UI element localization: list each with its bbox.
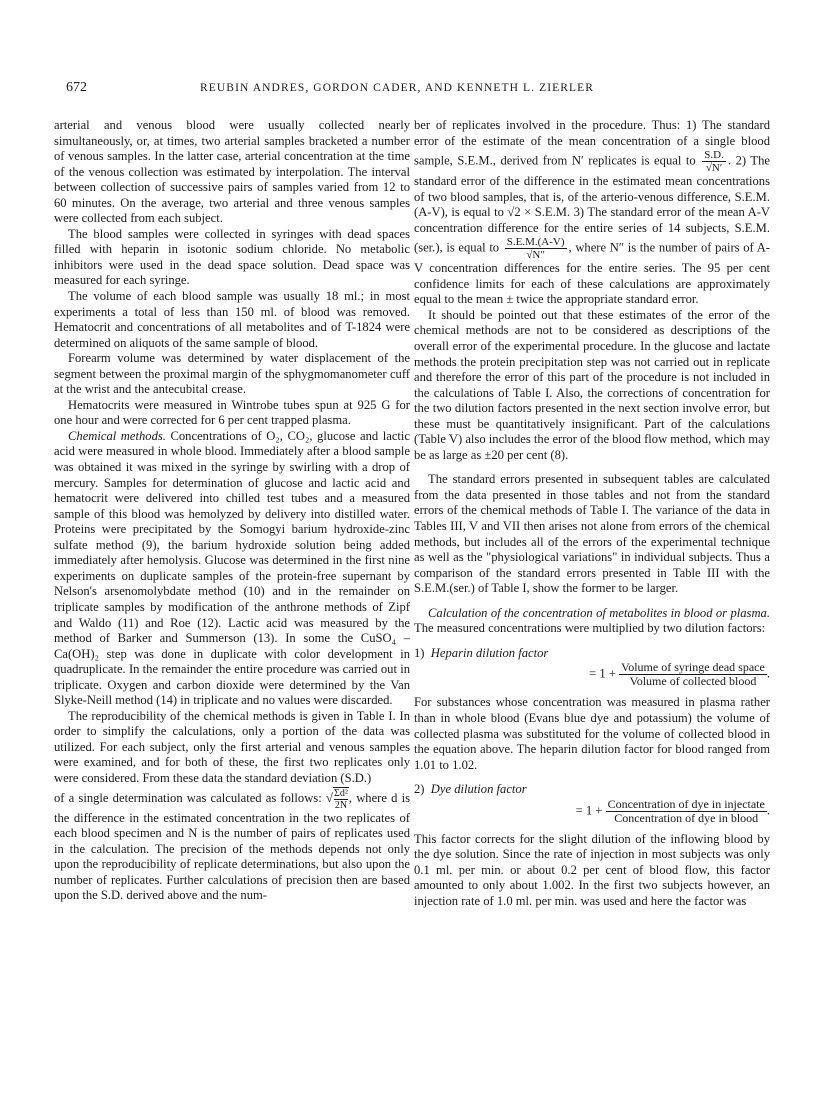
paragraph	[414, 118, 770, 308]
equation-heparin: = 1 + $\frac{\text{Volume of syringe dead space}}{\text{Volume of collected blood}}$ .	[589, 660, 770, 689]
paragraph-text: ber of replicates involved in the procedure. Thus: 1) The standard error of the estimate of the mean concentration of a single blood sample, S.E.M., derived from N′ replicates is equal to	[414, 118, 770, 168]
section-heading: Chemical methods.	[68, 428, 166, 443]
paragraph: It should be pointed out that these estimates of the error of the chemical methods are not to be considered as descriptions of the overall error of the experimental procedure. In the glucose and lactate methods the protein precipitation step was not carried out in replicate and therefore the error of this part of the procedure is not included in the calculations of Table I. Also, the corrections of concentration for the two dilution factors presented in the next section involve error, but these must be quantitatively insignificant. Part of the calculations (Table V) also includes the error of the blood flow method, which may be as large as ±20 per cent (8).	[414, 307, 770, 462]
paragraph-text: of a single determination was calculated as follows:	[54, 790, 322, 805]
page-number: 672	[66, 80, 87, 95]
paragraph: of a single determination was calculated as follows: √ $\frac{\text{Σd²}}{2N}$ , where d is the difference in the estimated concentration in the two replicates of each blood specimen and N is the number of pairs of replicates used in the calculation. The precision of the methods depends not only upon the reproducibility of replicate determinations, but also upon the number of replicates. Further calculations of precision then are based upon the S.D. derived above and the num-	[54, 787, 411, 903]
sem-series-formula: $\frac{S.E.M.(A-V)}{√N''}$	[506, 236, 565, 262]
equation-dye: = 1 + $\frac{\text{Concentration of dye in injectate}}{\text{Concentration of dye in blood}}$ .	[575, 796, 770, 825]
paragraph: The reproducibility of the chemical methods is given in Table I. In order to simplify the calculations, only a portion of the data was utilized. For each subject, only the first arterial and venous samples were examined, and for both of these, the first two replicates only were considered. From these data the standard deviation (S.D.)	[54, 708, 410, 785]
paragraph	[414, 606, 770, 637]
paragraph-text: The measured concentrations were multiplied by two dilution factors:	[414, 621, 766, 636]
left-column	[54, 118, 410, 904]
subheading-dye: 2) Dye dilution factor	[414, 782, 527, 797]
paragraph-text: Concentrations of O₂, CO₂, glucose and lactic acid were measured in whole blood. Immediately after a blood sample was obtained it was mixed in the syringe by swirling with a drop of mercury. Samples for determination of glucose and lactic acid and hematocrit were delivered into chilled test tubes and a measured sample of this blood was hemolyzed by delivery into distilled water. Proteins were precipitated by the Somogyi barium hydroxide-zinc sulfate method (9), the barium hydroxide solution being added immediately after hemolysis. Glucose was determined in the first nine experiments on duplicate samples of the protein-free supernant by Nelson's arsenomolybdate method (10) and in the remainder on triplicate samples by modification of the anthrone methods of Zipf and Waldo (11) and Roe (12). Lactic acid was measured by the method of Barker and Summerson (13). In some the CuSO₄ – Ca(OH)₂ step was done in duplicate with color development in quadruplicate. In the remainder the entire procedure was carried out in triplicate. Oxygen and carbon dioxide were determined by the Van Slyke-Neill method (14) in triplicate and no values were discarded.	[54, 428, 411, 708]
paragraph: The standard errors presented in subsequent tables are calculated from the data presented in those tables and not from the standard errors of the chemical methods of Table I. The variance of the data in Tables III, V and VII then arises not alone from errors of the chemical methods, but includes all of the errors of the experimental technique as well as the "physiological variations" in individual subjects. Thus a comparison of the standard errors presented in Table III with the S.E.M.(ser.) of Table I, show the former to be larger.	[414, 472, 770, 596]
paragraph-text: where d is the difference in the estimated concentration in the two replicates of each blood specimen and N is the number of pairs of replicates used in the calculation. The precision of the methods depends not only upon the reproducibility of replicate determinations, but also upon the number of replicates. Further calculations of precision then are based upon the S.D. derived above and the num-	[54, 790, 411, 903]
running-head: REUBIN ANDRES, GORDON CADER, AND KENNETH L. ZIERLER	[200, 82, 595, 94]
paragraph-text: , where N″ is the number of pairs of A-V concentration differences for the entire series. The 95 per cent confidence limits for each of these calculations are approximately equal to the mean ± twice the appropriate standard error.	[414, 240, 770, 307]
section-heading: Calculation of the concentration of metabolites in blood or plasma.	[428, 605, 770, 620]
paragraph: Forearm volume was determined by water displacement of the segment between the proximal margin of the sphygmomanometer cuff at the wrist and the antecubital crease.	[54, 351, 410, 397]
paragraph	[54, 429, 410, 709]
sd-formula: $\frac{\text{Σd²}}{2N}$	[334, 787, 348, 811]
subheading-heparin: 1) Heparin dilution factor	[414, 645, 549, 660]
page-header	[66, 80, 766, 102]
paragraph: arterial and venous blood were usually collected nearly simultaneously, or, at times, two arterial samples bracketed a number of venous samples. In the latter case, arterial concentration at the time of the venous collection was estimated by interpolation. The interval between collection of successive pairs of samples varied from 12 to 60 minutes. On the average, two arterial and three venous samples were collected from each subject.	[54, 118, 410, 226]
paragraph: Hematocrits were measured in Wintrobe tubes spun at 925 G for one hour and were corrected for 6 per cent trapped plasma.	[54, 397, 410, 428]
right-column	[414, 118, 770, 909]
paragraph: For substances whose concentration was measured in plasma rather than in whole blood (Evans blue dye and potassium) the volume of collected plasma was substituted for the volume of collected blood in the equation above. The heparin dilution factor for blood ranged from 1.01 to 1.02.	[414, 695, 770, 772]
paragraph: The blood samples were collected in syringes with dead spaces filled with heparin in isotonic sodium chloride. No metabolic inhibitors were used in the dead space solution. Dead space was measured for each syringe.	[54, 226, 410, 288]
paragraph: The volume of each blood sample was usually 18 ml.; in most experiments a total of less than 150 ml. of blood was removed. Hematocrit and concentrations of all metabolites and of T-1824 were determined on aliquots of the same sample of blood.	[54, 289, 410, 350]
paragraph-text: . 2) The standard error of the difference in the estimated mean concentrations of two blood samples, that is, of the arterio-venous difference, S.E.M.(A-V), is equal to √2 × S.E.M. 3) The standard error of the mean A-V concentration difference for the entire series of 14 subjects, S.E.M.(ser.), is equal to	[414, 153, 770, 255]
sem-formula: $\frac{S.D.}{√N'}$	[704, 149, 724, 175]
paragraph: This factor corrects for the slight dilution of the inflowing blood by the dye solution. Since the rate of injection in most subjects was only 0.1 ml. per min. or about 0.2 per cent of blood flow, this factor amounted to only about 1.002. In the first two subjects however, an injection rate of 1.0 ml. per min. was used and here the factor was	[414, 831, 770, 908]
